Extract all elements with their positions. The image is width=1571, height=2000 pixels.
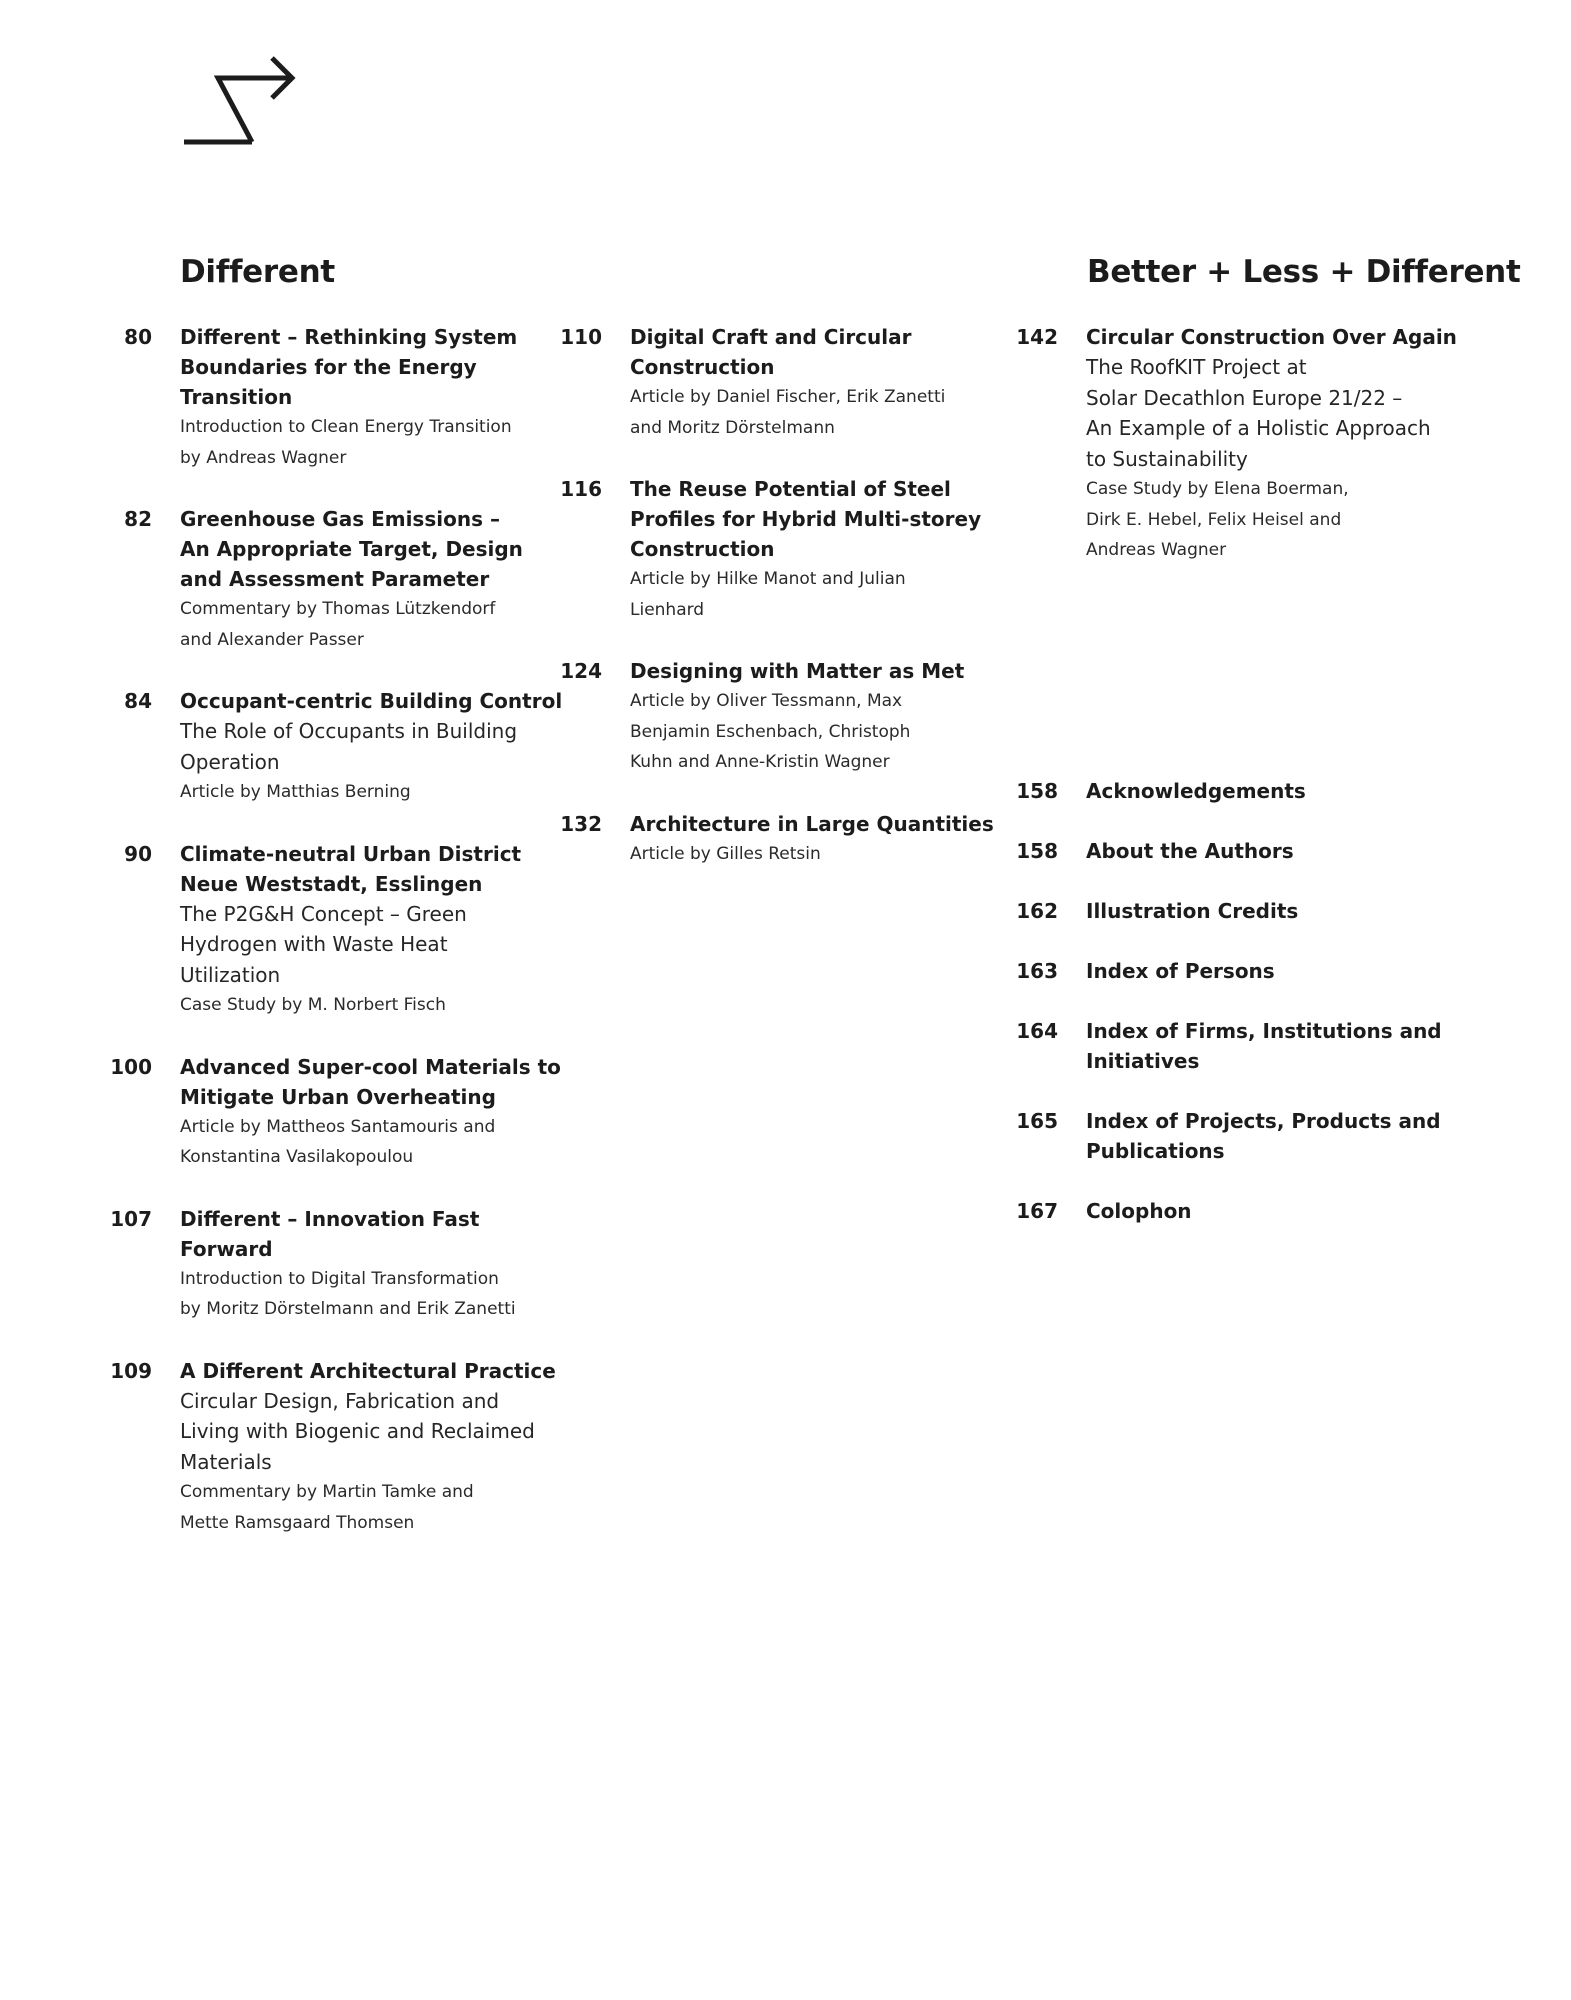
entry-title-line: Index of Persons	[1086, 958, 1275, 983]
page-number: 90	[124, 841, 152, 866]
entry-title-line: Neue Weststadt, Esslingen	[180, 871, 483, 896]
entry-byline	[630, 839, 994, 870]
entry-byline	[180, 990, 530, 1021]
page-number: 158	[1016, 778, 1058, 803]
toc-entry-body	[180, 1356, 556, 1539]
toc-entry[interactable]	[1016, 956, 1436, 986]
toc-entry[interactable]	[110, 322, 530, 473]
entry-subtitle-line: Materials	[180, 1449, 272, 1474]
entry-title-line: Publications	[1086, 1138, 1225, 1163]
toc-column-1	[110, 322, 563, 1569]
entry-title-line: A Different Architectural Practice	[180, 1358, 556, 1383]
page-number: 164	[1016, 1018, 1058, 1043]
entry-subtitle	[180, 899, 530, 991]
entry-title-line: Designing with Matter as Met	[630, 659, 965, 683]
entry-subtitle-line: to Sustainability	[1086, 446, 1248, 471]
page-number: 82	[124, 507, 152, 531]
entry-title	[1086, 836, 1436, 866]
page-number: 158	[1016, 838, 1058, 863]
entry-title-line: Initiatives	[1086, 1048, 1200, 1073]
toc-entry-body	[1086, 896, 1436, 926]
entry-byline	[630, 564, 981, 625]
entry-title-line: An Appropriate Target, Design	[180, 537, 523, 561]
page-number: 84	[124, 689, 152, 713]
entry-title	[1086, 322, 1457, 352]
page-number: 142	[1016, 325, 1058, 349]
entry-byline-line: Commentary by Martin Tamke and	[180, 1482, 474, 1502]
entry-byline	[180, 1264, 530, 1325]
entry-byline-line: Andreas Wagner	[1086, 540, 1227, 560]
entry-title-line: Index of Projects, Products and	[1086, 1108, 1441, 1133]
entry-byline-line: Mette Ramsgaard Thomsen	[180, 1512, 415, 1533]
entry-byline	[630, 382, 960, 443]
section-heading-better-less-different: Better + Less + Different	[1087, 254, 1521, 290]
toc-entry[interactable]	[1016, 322, 1457, 566]
entry-subtitle-line: The P2G&H Concept – Green	[180, 901, 467, 926]
toc-entry[interactable]	[110, 686, 563, 808]
entry-subtitle-line: Living with Biogenic and Reclaimed	[180, 1419, 535, 1443]
toc-entry[interactable]	[110, 1204, 530, 1325]
page-number: 132	[560, 811, 602, 836]
entry-title-line: Boundaries for the Energy	[180, 355, 477, 379]
entry-byline	[180, 777, 562, 808]
toc-entry[interactable]	[1016, 1016, 1442, 1076]
toc-entry-body	[630, 474, 981, 625]
entry-byline-line: Article by Oliver Tessmann, Max	[630, 691, 903, 711]
entry-title-line: Construction	[630, 537, 775, 561]
entry-byline	[180, 1112, 561, 1173]
entry-title	[180, 1204, 530, 1264]
entry-subtitle	[180, 1386, 556, 1478]
toc-entry-body	[1086, 1016, 1442, 1076]
entry-subtitle-line: The Role of Occupants in Building	[180, 719, 518, 743]
page-number: 110	[560, 325, 602, 349]
page-number: 165	[1016, 1108, 1058, 1133]
toc-entry[interactable]	[110, 839, 530, 1021]
entry-title	[180, 839, 530, 899]
toc-entry-body	[1086, 322, 1457, 566]
entry-subtitle-line: Circular Design, Fabrication and	[180, 1388, 500, 1413]
entry-title-line: Greenhouse Gas Emissions –	[180, 507, 500, 531]
entry-title	[630, 474, 981, 564]
entry-title-line: Architecture in Large Quantities	[630, 811, 994, 836]
toc-entry-body	[1086, 776, 1436, 806]
entry-byline-line: and Moritz Dörstelmann	[630, 417, 835, 438]
entry-title-line: Mitigate Urban Overheating	[180, 1084, 496, 1109]
entry-title-line: Different – Rethinking System	[180, 325, 518, 349]
entry-byline-line: Article by Daniel Fischer, Erik Zanetti	[630, 387, 946, 407]
entry-subtitle-line: An Example of a Holistic Approach	[1086, 416, 1431, 440]
entry-subtitle	[1086, 352, 1457, 474]
entry-title-line: Advanced Super-cool Materials to	[180, 1054, 561, 1079]
entry-title	[1086, 1016, 1442, 1076]
toc-column-3	[1016, 322, 1457, 1256]
entry-byline-line: Konstantina Vasilakopoulou	[180, 1147, 414, 1167]
toc-entry[interactable]	[560, 656, 965, 778]
toc-entry-body	[630, 809, 994, 870]
entry-title	[1086, 776, 1436, 806]
entry-title-line: About the Authors	[1086, 838, 1294, 863]
toc-entry-body	[1086, 1106, 1441, 1166]
entry-title-line: The Reuse Potential of Steel	[630, 477, 951, 501]
entry-byline	[180, 1477, 556, 1538]
entry-title	[180, 686, 562, 716]
entry-title-line: Illustration Credits	[1086, 898, 1299, 923]
page-number: 162	[1016, 898, 1058, 923]
entry-byline-line: Introduction to Digital Transformation	[180, 1268, 499, 1289]
toc-entry-body	[1086, 1196, 1436, 1226]
entry-title-line: Digital Craft and Circular	[630, 325, 912, 349]
entry-title	[180, 1356, 556, 1386]
entry-byline-line: by Moritz Dörstelmann and Erik Zanetti	[180, 1299, 516, 1319]
entry-byline-line: Benjamin Eschenbach, Christoph	[630, 721, 911, 742]
toc-feature-group	[1016, 322, 1457, 566]
entry-title	[1086, 1196, 1436, 1226]
toc-entry[interactable]	[560, 474, 982, 625]
entry-title	[630, 322, 960, 382]
entry-byline-line: and Alexander Passer	[180, 629, 364, 650]
section-heading-different: Different	[180, 254, 335, 290]
entry-subtitle	[180, 716, 562, 777]
entry-title-line: Circular Construction Over Again	[1086, 325, 1457, 349]
entry-title-line: Construction	[630, 355, 775, 379]
entry-title-line: Colophon	[1086, 1198, 1192, 1223]
toc-entry-body	[180, 686, 562, 808]
entry-byline-line: Introduction to Clean Energy Transition	[180, 417, 512, 437]
entry-byline-line: Case Study by Elena Boerman,	[1086, 479, 1349, 499]
page-number: 109	[110, 1358, 152, 1383]
entry-subtitle-line: Solar Decathlon Europe 21/22 –	[1086, 385, 1403, 410]
toc-column-2	[560, 322, 994, 900]
toc-entry[interactable]	[110, 1356, 556, 1539]
page-number: 80	[124, 325, 152, 349]
toc-entry[interactable]	[110, 1052, 561, 1173]
entry-byline	[180, 412, 530, 473]
entry-byline	[630, 686, 964, 778]
toc-entry[interactable]	[1016, 776, 1436, 806]
entry-subtitle-line: Operation	[180, 749, 280, 774]
entry-title-line: Acknowledgements	[1086, 778, 1306, 803]
toc-entry-body	[1086, 956, 1436, 986]
entry-title-line: and Assessment Parameter	[180, 567, 490, 591]
entry-title-line: Climate-neutral Urban District	[180, 841, 522, 866]
entry-title-line: Forward	[180, 1236, 273, 1261]
toc-entry-body	[180, 1204, 530, 1325]
toc-entry-body	[180, 1052, 561, 1173]
entry-subtitle-line: The RoofKIT Project at	[1086, 355, 1307, 379]
entry-title	[1086, 956, 1436, 986]
entry-title	[180, 504, 530, 594]
entry-title-line: Index of Firms, Institutions and	[1086, 1018, 1442, 1043]
entry-byline-line: Article by Matthias Berning	[180, 782, 411, 802]
toc-entry[interactable]	[1016, 836, 1436, 866]
toc-entry[interactable]	[110, 504, 530, 655]
page-number: 163	[1016, 958, 1058, 983]
page-number: 116	[560, 477, 602, 501]
entry-title	[1086, 1106, 1441, 1166]
entry-byline-line: Dirk E. Hebel, Felix Heisel and	[1086, 509, 1342, 530]
toc-entry-body	[180, 504, 530, 655]
entry-byline-line: Article by Hilke Manot and Julian	[630, 569, 906, 589]
entry-title	[180, 1052, 561, 1112]
toc-entry-body	[1086, 836, 1436, 866]
entry-title	[630, 809, 994, 839]
entry-title	[180, 322, 530, 412]
toc-entry-body	[630, 656, 964, 778]
entry-byline	[180, 594, 530, 655]
page-number: 167	[1016, 1198, 1058, 1223]
entry-subtitle-line: Hydrogen with Waste Heat	[180, 932, 448, 956]
entry-title-line: Transition	[180, 385, 293, 409]
toc-back-matter-group	[1016, 776, 1442, 1226]
toc-entry[interactable]	[1016, 1106, 1441, 1166]
entry-byline	[1086, 474, 1457, 566]
entry-title-line: Occupant-centric Building Control	[180, 689, 563, 713]
entry-subtitle-line: Utilization	[180, 962, 281, 987]
entry-title	[1086, 896, 1436, 926]
toc-entry[interactable]	[560, 322, 960, 443]
toc-entry-body	[630, 322, 960, 443]
entry-byline-line: Article by Mattheos Santamouris and	[180, 1116, 496, 1137]
page-number: 107	[110, 1206, 152, 1231]
toc-entry-body	[180, 839, 530, 1021]
toc-entry[interactable]	[1016, 896, 1436, 926]
page-number: 100	[110, 1054, 152, 1079]
entry-byline-line: Kuhn and Anne-Kristin Wagner	[630, 752, 890, 772]
entry-byline-line: Commentary by Thomas Lützkendorf	[180, 599, 496, 619]
page-number: 124	[560, 659, 602, 683]
toc-entry-body	[180, 322, 530, 473]
entry-title-line: Different – Innovation Fast	[180, 1206, 480, 1231]
toc-entry[interactable]	[560, 809, 994, 870]
entry-byline-line: Case Study by M. Norbert Fisch	[180, 995, 446, 1015]
entry-byline-line: by Andreas Wagner	[180, 447, 347, 468]
zigzag-arrow-icon	[180, 54, 300, 150]
entry-title-line: Profiles for Hybrid Multi-storey	[630, 507, 982, 531]
toc-entry[interactable]	[1016, 1196, 1436, 1226]
entry-title	[630, 656, 964, 686]
entry-byline-line: Article by Gilles Retsin	[630, 843, 821, 864]
entry-byline-line: Lienhard	[630, 599, 705, 620]
